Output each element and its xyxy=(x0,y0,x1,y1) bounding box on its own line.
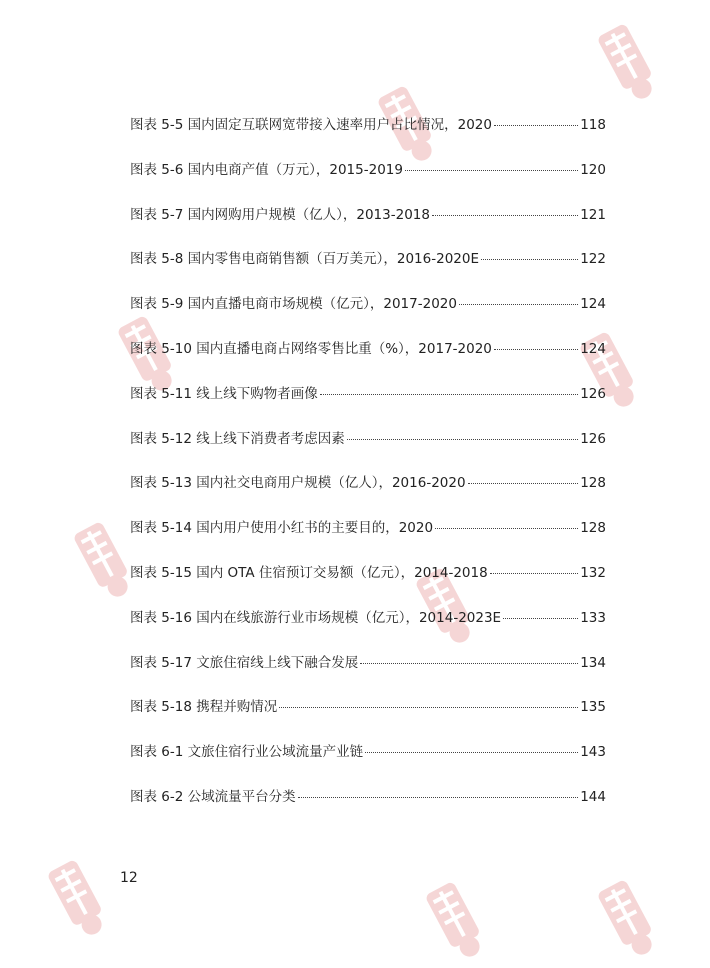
toc-entry[interactable] xyxy=(130,202,606,247)
toc-dot-leader xyxy=(298,797,579,798)
toc-entry[interactable] xyxy=(130,426,606,471)
toc-entry-title: 图表 5-16 国内在线旅游行业市场规模（亿元），2014-2023E xyxy=(130,609,502,626)
toc-entry[interactable] xyxy=(130,739,606,784)
toc-entry-page: 133 xyxy=(580,609,606,626)
toc-entry[interactable] xyxy=(130,291,606,336)
toc-dot-leader xyxy=(490,573,579,574)
toc-dot-leader xyxy=(494,125,578,126)
toc-entry[interactable] xyxy=(130,157,606,202)
toc-entry-page: 126 xyxy=(580,430,606,447)
toc-entry[interactable] xyxy=(130,336,606,381)
toc-entry-page: 132 xyxy=(580,564,606,581)
toc-entry-title: 图表 5-8 国内零售电商销售额（百万美元），2016-2020E xyxy=(130,251,479,268)
toc-entry-title: 图表 6-1 文旅住宿行业公域流量产业链 xyxy=(130,744,364,761)
toc-entry[interactable] xyxy=(130,605,606,650)
toc-entry-page: 128 xyxy=(580,520,606,537)
toc-entry-title: 图表 5-13 国内社交电商用户规模（亿人），2016-2020 xyxy=(130,475,466,492)
toc-entry-page: 122 xyxy=(580,251,606,268)
toc-entry-title: 图表 6-2 公域流量平台分类 xyxy=(130,788,296,805)
toc-entry-title: 图表 5-17 文旅住宿线上线下融合发展 xyxy=(130,654,359,671)
toc-dot-leader xyxy=(432,215,578,216)
toc-dot-leader xyxy=(494,349,578,350)
toc-entry-page: 124 xyxy=(580,296,606,313)
toc-entry[interactable] xyxy=(130,515,606,560)
toc-dot-leader xyxy=(279,707,578,708)
toc-entry-page: 126 xyxy=(580,385,606,402)
toc-entry-page: 128 xyxy=(580,475,606,492)
toc-dot-leader xyxy=(320,394,578,395)
toc-entry[interactable] xyxy=(130,112,606,157)
toc-entry[interactable] xyxy=(130,381,606,426)
toc-dot-leader xyxy=(468,483,579,484)
toc-entry-title: 图表 5-12 线上线下消费者考虑因素 xyxy=(130,430,345,447)
table-of-figures xyxy=(130,112,606,829)
toc-entry-title: 图表 5-7 国内网购用户规模（亿人），2013-2018 xyxy=(130,206,430,223)
toc-entry[interactable] xyxy=(130,470,606,515)
toc-entry[interactable] xyxy=(130,650,606,695)
toc-dot-leader xyxy=(435,528,578,529)
toc-entry-page: 118 xyxy=(580,117,606,133)
toc-entry-page: 121 xyxy=(580,206,606,223)
toc-dot-leader xyxy=(459,304,578,305)
toc-entry-title: 图表 5-5 国内固定互联网宽带接入速率用户占比情况，2020 xyxy=(130,117,492,133)
toc-entry-title: 图表 5-14 国内用户使用小红书的主要目的，2020 xyxy=(130,520,434,537)
toc-dot-leader xyxy=(365,752,578,753)
toc-entry-title: 图表 5-6 国内电商产值（万元），2015-2019 xyxy=(130,161,403,178)
toc-entry-page: 134 xyxy=(580,654,606,671)
toc-entry[interactable] xyxy=(130,560,606,605)
stamp-watermark-icon xyxy=(39,852,116,945)
toc-entry-page: 143 xyxy=(580,744,606,761)
stamp-watermark-icon xyxy=(589,872,666,965)
page-number: 12 xyxy=(120,870,138,886)
toc-dot-leader xyxy=(481,259,578,260)
toc-entry-page: 135 xyxy=(580,699,606,716)
toc-entry[interactable] xyxy=(130,694,606,739)
toc-entry-title: 图表 5-9 国内直播电商市场规模（亿元），2017-2020 xyxy=(130,296,457,313)
toc-dot-leader xyxy=(360,663,578,664)
toc-entry-title: 图表 5-11 线上线下购物者画像 xyxy=(130,385,318,402)
toc-dot-leader xyxy=(405,170,578,171)
toc-entry-title: 图表 5-15 国内 OTA 住宿预订交易额（亿元），2014-2018 xyxy=(130,564,488,581)
stamp-watermark-icon xyxy=(589,16,666,109)
stamp-watermark-icon xyxy=(417,874,494,967)
toc-entry-page: 120 xyxy=(580,161,606,178)
toc-dot-leader xyxy=(503,618,578,619)
toc-entry-title: 图表 5-18 携程并购情况 xyxy=(130,699,278,716)
toc-entry-title: 图表 5-10 国内直播电商占网络零售比重（%），2017-2020 xyxy=(130,340,492,357)
toc-entry-page: 144 xyxy=(580,788,606,805)
toc-entry-page: 124 xyxy=(580,340,606,357)
toc-entry[interactable] xyxy=(130,784,606,829)
toc-entry[interactable] xyxy=(130,246,606,291)
toc-dot-leader xyxy=(347,439,578,440)
